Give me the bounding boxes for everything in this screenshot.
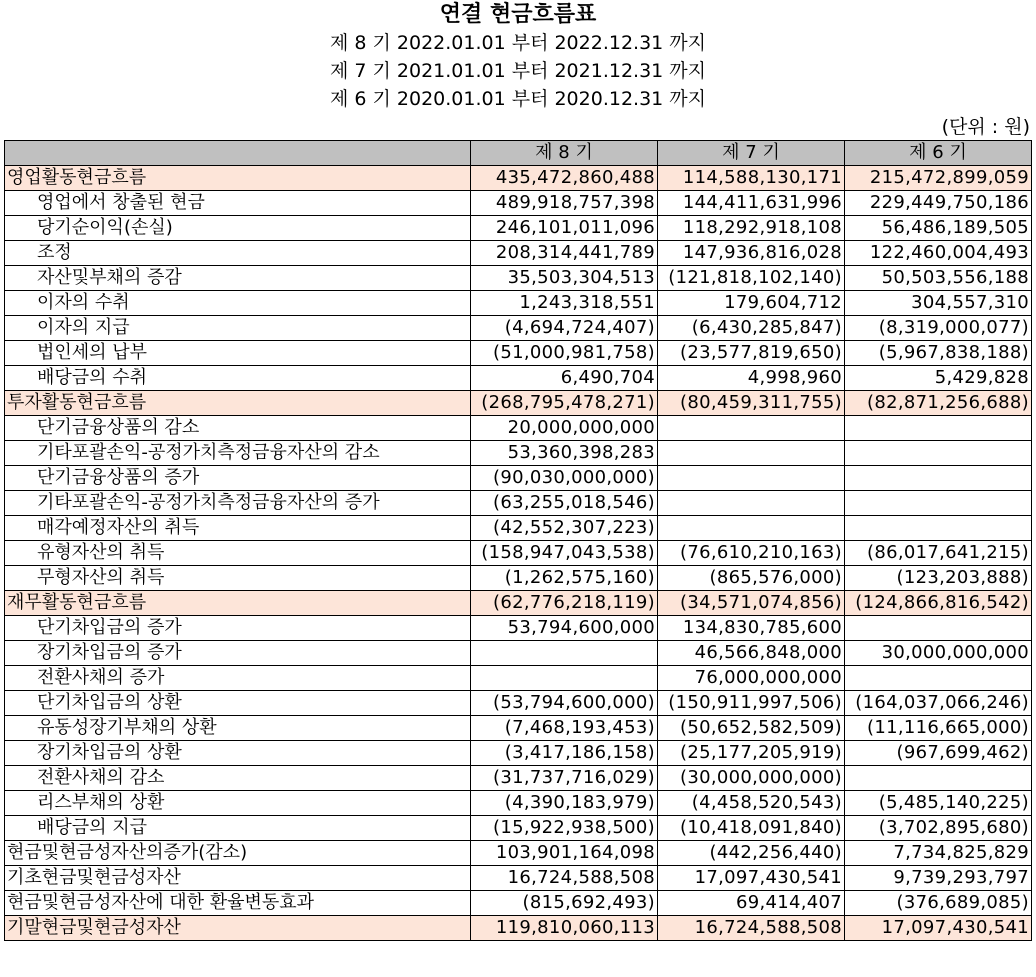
row-label: 기타포괄손익-공정가치측정금융자산의 감소 xyxy=(5,441,471,466)
amount-cell-period-8: (90,030,000,000) xyxy=(471,466,658,491)
column-header-period-7: 제 7 기 xyxy=(658,141,845,166)
section-row xyxy=(5,166,1032,191)
statement-title: 연결 현금흐름표 xyxy=(439,2,597,27)
table-row xyxy=(5,816,1032,841)
amount-cell-period-8: 53,794,600,000 xyxy=(471,616,658,641)
amount-cell-period-6: (5,967,838,188) xyxy=(845,341,1032,366)
amount-cell-period-7 xyxy=(658,441,845,466)
amount-cell-period-6 xyxy=(845,766,1032,791)
amount-cell-period-7 xyxy=(658,466,845,491)
amount-cell-period-6: (86,017,641,215) xyxy=(845,541,1032,566)
row-label: 장기차입금의 증가 xyxy=(5,641,471,666)
row-label: 유동성장기부채의 상환 xyxy=(5,716,471,741)
amount-cell-period-6: 122,460,004,493 xyxy=(845,241,1032,266)
row-label: 단기차입금의 상환 xyxy=(5,691,471,716)
amount-cell-period-8: 1,243,318,551 xyxy=(471,291,658,316)
table-row xyxy=(5,841,1032,866)
table-row xyxy=(5,541,1032,566)
row-label: 기초현금및현금성자산 xyxy=(5,866,471,891)
amount-cell-period-8: (4,390,183,979) xyxy=(471,791,658,816)
amount-cell-period-6 xyxy=(845,466,1032,491)
amount-cell-period-6: 304,557,310 xyxy=(845,291,1032,316)
table-row xyxy=(5,216,1032,241)
amount-cell-period-7: (865,576,000) xyxy=(658,566,845,591)
section-row xyxy=(5,391,1032,416)
row-label: 매각예정자산의 취득 xyxy=(5,516,471,541)
amount-cell-period-6 xyxy=(845,441,1032,466)
table-row xyxy=(5,791,1032,816)
row-label: 유형자산의 취득 xyxy=(5,541,471,566)
table-row xyxy=(5,416,1032,441)
amount-cell-period-7: 134,830,785,600 xyxy=(658,616,845,641)
table-row xyxy=(5,616,1032,641)
row-label: 법인세의 납부 xyxy=(5,341,471,366)
row-label: 영업활동현금흐름 xyxy=(5,166,471,191)
section-row xyxy=(5,916,1032,941)
row-label: 자산및부채의 증감 xyxy=(5,266,471,291)
amount-cell-period-7 xyxy=(658,516,845,541)
amount-cell-period-8: 53,360,398,283 xyxy=(471,441,658,466)
amount-cell-period-7: 144,411,631,996 xyxy=(658,191,845,216)
amount-cell-period-6: 9,739,293,797 xyxy=(845,866,1032,891)
amount-cell-period-7: 4,998,960 xyxy=(658,366,845,391)
row-label: 투자활동현금흐름 xyxy=(5,391,471,416)
row-label: 이자의 지급 xyxy=(5,316,471,341)
row-label: 영업에서 창출된 현금 xyxy=(5,191,471,216)
row-label: 배당금의 수취 xyxy=(5,366,471,391)
row-label: 조정 xyxy=(5,241,471,266)
table-row xyxy=(5,691,1032,716)
amount-cell-period-7: (150,911,997,506) xyxy=(658,691,845,716)
amount-cell-period-6: 215,472,899,059 xyxy=(845,166,1032,191)
amount-cell-period-8: (15,922,938,500) xyxy=(471,816,658,841)
amount-cell-period-8: (53,794,600,000) xyxy=(471,691,658,716)
row-label: 이자의 수취 xyxy=(5,291,471,316)
table-row xyxy=(5,291,1032,316)
row-label: 배당금의 지급 xyxy=(5,816,471,841)
table-row xyxy=(5,341,1032,366)
amount-cell-period-6: (124,866,816,542) xyxy=(845,591,1032,616)
amount-cell-period-7: 114,588,130,171 xyxy=(658,166,845,191)
amount-cell-period-7: (50,652,582,509) xyxy=(658,716,845,741)
amount-cell-period-7: 16,724,588,508 xyxy=(658,916,845,941)
table-row xyxy=(5,366,1032,391)
row-label: 기말현금및현금성자산 xyxy=(5,916,471,941)
table-row xyxy=(5,466,1032,491)
row-label: 단기차입금의 증가 xyxy=(5,616,471,641)
amount-cell-period-8: (268,795,478,271) xyxy=(471,391,658,416)
amount-cell-period-8 xyxy=(471,641,658,666)
amount-cell-period-6: (164,037,066,246) xyxy=(845,691,1032,716)
amount-cell-period-6: 5,429,828 xyxy=(845,366,1032,391)
table-row xyxy=(5,491,1032,516)
amount-cell-period-8: (815,692,493) xyxy=(471,891,658,916)
amount-cell-period-8: 208,314,441,789 xyxy=(471,241,658,266)
row-label: 재무활동현금흐름 xyxy=(5,591,471,616)
table-row xyxy=(5,741,1032,766)
amount-cell-period-6: (11,116,665,000) xyxy=(845,716,1032,741)
amount-cell-period-8: 6,490,704 xyxy=(471,366,658,391)
amount-cell-period-7: (4,458,520,543) xyxy=(658,791,845,816)
amount-cell-period-7: 46,566,848,000 xyxy=(658,641,845,666)
row-label: 기타포괄손익-공정가치측정금융자산의 증가 xyxy=(5,491,471,516)
amount-cell-period-7: 17,097,430,541 xyxy=(658,866,845,891)
amount-cell-period-7: (34,571,074,856) xyxy=(658,591,845,616)
table-row xyxy=(5,766,1032,791)
amount-cell-period-7: 147,936,816,028 xyxy=(658,241,845,266)
amount-cell-period-6: 17,097,430,541 xyxy=(845,916,1032,941)
table-body xyxy=(5,166,1032,941)
amount-cell-period-6 xyxy=(845,516,1032,541)
amount-cell-period-8: 489,918,757,398 xyxy=(471,191,658,216)
row-label: 전환사채의 증가 xyxy=(5,666,471,691)
row-label: 단기금융상품의 감소 xyxy=(5,416,471,441)
table-row xyxy=(5,566,1032,591)
row-label: 장기차입금의 상환 xyxy=(5,741,471,766)
amount-cell-period-6: (5,485,140,225) xyxy=(845,791,1032,816)
amount-cell-period-8: (158,947,043,538) xyxy=(471,541,658,566)
amount-cell-period-6 xyxy=(845,616,1032,641)
amount-cell-period-7: 69,414,407 xyxy=(658,891,845,916)
period-line-6: 제 6 기 2020.01.01 부터 2020.12.31 까지 xyxy=(329,88,707,110)
amount-cell-period-7 xyxy=(658,491,845,516)
amount-cell-period-7: 76,000,000,000 xyxy=(658,666,845,691)
amount-cell-period-7: (10,418,091,840) xyxy=(658,816,845,841)
amount-cell-period-6: 7,734,825,829 xyxy=(845,841,1032,866)
amount-cell-period-8: (1,262,575,160) xyxy=(471,566,658,591)
row-label: 무형자산의 취득 xyxy=(5,566,471,591)
amount-cell-period-6: (376,689,085) xyxy=(845,891,1032,916)
row-label: 전환사채의 감소 xyxy=(5,766,471,791)
amount-cell-period-7: (121,818,102,140) xyxy=(658,266,845,291)
table-row xyxy=(5,641,1032,666)
amount-cell-period-7: 118,292,918,108 xyxy=(658,216,845,241)
amount-cell-period-8: 119,810,060,113 xyxy=(471,916,658,941)
table-row xyxy=(5,316,1032,341)
amount-cell-period-8: (42,552,307,223) xyxy=(471,516,658,541)
amount-cell-period-8 xyxy=(471,666,658,691)
amount-cell-period-7: (23,577,819,650) xyxy=(658,341,845,366)
amount-cell-period-6: (8,319,000,077) xyxy=(845,316,1032,341)
table-row xyxy=(5,866,1032,891)
amount-cell-period-6: 30,000,000,000 xyxy=(845,641,1032,666)
amount-cell-period-7: (30,000,000,000) xyxy=(658,766,845,791)
amount-cell-period-8: (7,468,193,453) xyxy=(471,716,658,741)
amount-cell-period-6: 56,486,189,505 xyxy=(845,216,1032,241)
amount-cell-period-8: 20,000,000,000 xyxy=(471,416,658,441)
table-row xyxy=(5,516,1032,541)
table-row xyxy=(5,241,1032,266)
row-label: 당기순이익(손실) xyxy=(5,216,471,241)
amount-cell-period-6: (123,203,888) xyxy=(845,566,1032,591)
amount-cell-period-6: (967,699,462) xyxy=(845,741,1032,766)
amount-cell-period-8: 16,724,588,508 xyxy=(471,866,658,891)
section-row xyxy=(5,591,1032,616)
amount-cell-period-8: (3,417,186,158) xyxy=(471,741,658,766)
column-header-period-6: 제 6 기 xyxy=(845,141,1032,166)
amount-cell-period-7: (25,177,205,919) xyxy=(658,741,845,766)
amount-cell-period-7: (6,430,285,847) xyxy=(658,316,845,341)
table-row xyxy=(5,266,1032,291)
amount-cell-period-6: (82,871,256,688) xyxy=(845,391,1032,416)
amount-cell-period-8: 435,472,860,488 xyxy=(471,166,658,191)
amount-cell-period-6: 229,449,750,186 xyxy=(845,191,1032,216)
row-label: 현금및현금성자산에 대한 환율변동효과 xyxy=(5,891,471,916)
table-row xyxy=(5,891,1032,916)
table-row xyxy=(5,666,1032,691)
amount-cell-period-6: 50,503,556,188 xyxy=(845,266,1032,291)
amount-cell-period-7 xyxy=(658,416,845,441)
amount-cell-period-7: (80,459,311,755) xyxy=(658,391,845,416)
row-label: 리스부채의 상환 xyxy=(5,791,471,816)
table-header-row xyxy=(5,141,1032,166)
unit-label: (단위 : 원) xyxy=(941,116,1030,138)
cash-flow-table xyxy=(4,140,1032,941)
amount-cell-period-8: (51,000,981,758) xyxy=(471,341,658,366)
amount-cell-period-7: 179,604,712 xyxy=(658,291,845,316)
period-line-7: 제 7 기 2021.01.01 부터 2021.12.31 까지 xyxy=(329,60,707,82)
amount-cell-period-8: (31,737,716,029) xyxy=(471,766,658,791)
table-row xyxy=(5,191,1032,216)
period-line-8: 제 8 기 2022.01.01 부터 2022.12.31 까지 xyxy=(329,32,707,54)
column-header-period-8: 제 8 기 xyxy=(471,141,658,166)
amount-cell-period-6 xyxy=(845,491,1032,516)
column-header-label xyxy=(5,141,471,166)
amount-cell-period-6 xyxy=(845,666,1032,691)
amount-cell-period-6 xyxy=(845,416,1032,441)
amount-cell-period-7: (442,256,440) xyxy=(658,841,845,866)
amount-cell-period-7: (76,610,210,163) xyxy=(658,541,845,566)
amount-cell-period-6: (3,702,895,680) xyxy=(845,816,1032,841)
row-label: 단기금융상품의 증가 xyxy=(5,466,471,491)
table-row xyxy=(5,441,1032,466)
table-row xyxy=(5,716,1032,741)
amount-cell-period-8: 246,101,011,096 xyxy=(471,216,658,241)
amount-cell-period-8: 103,901,164,098 xyxy=(471,841,658,866)
row-label: 현금및현금성자산의증가(감소) xyxy=(5,841,471,866)
amount-cell-period-8: (62,776,218,119) xyxy=(471,591,658,616)
amount-cell-period-8: (4,694,724,407) xyxy=(471,316,658,341)
amount-cell-period-8: (63,255,018,546) xyxy=(471,491,658,516)
amount-cell-period-8: 35,503,304,513 xyxy=(471,266,658,291)
